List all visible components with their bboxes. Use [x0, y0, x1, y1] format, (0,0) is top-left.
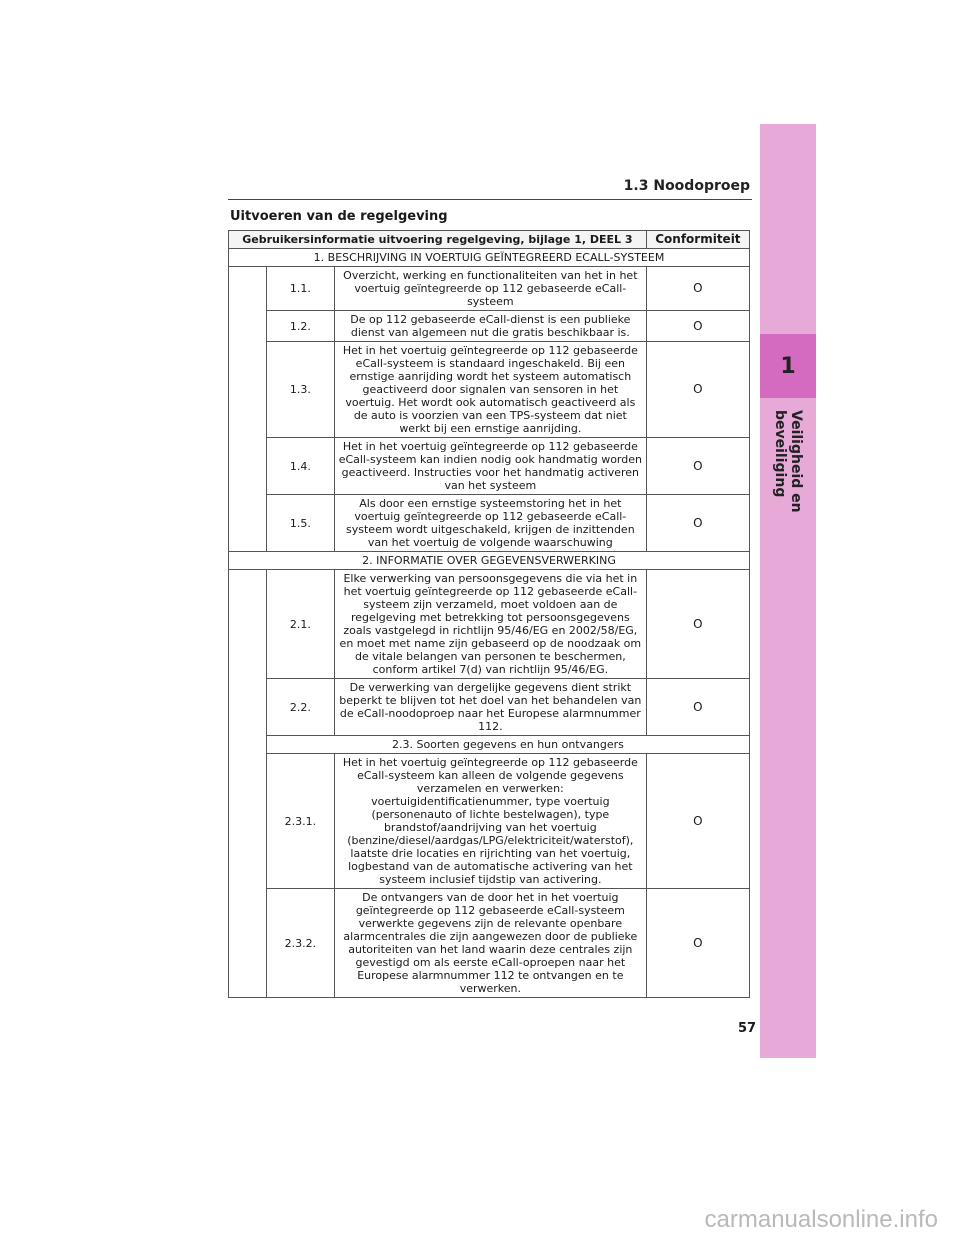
table-row — [229, 754, 750, 889]
row-number: 2.1. — [266, 570, 334, 679]
group-title-row — [229, 552, 750, 570]
group-title-row — [229, 249, 750, 267]
table-row — [229, 438, 750, 495]
row-number: 1.4. — [266, 438, 334, 495]
row-text: De verwerking van dergelijke gegevens dient strikt beperkt te blijven tot het doel van het behandelen van de eCall-noodoproep naar het Europese alarmnummer 112. — [334, 679, 646, 736]
row-number: 1.2. — [266, 311, 334, 342]
group-title: 1. BESCHRIJVING IN VOERTUIG GEÏNTEGREERD ECALL-SYSTEEM — [229, 249, 750, 267]
page-number: 57 — [738, 1021, 757, 1036]
row-conformity: O — [646, 679, 749, 736]
group-title: 2. INFORMATIE OVER GEGEVENSVERWERKING — [229, 552, 750, 570]
row-text: Overzicht, werking en functionaliteiten van het in het voertuig geïntegreerde op 112 gebaseerde eCall-systeem — [334, 267, 646, 311]
row-number: 2.3.2. — [266, 889, 334, 998]
table-row — [229, 495, 750, 552]
row-number: 2.3.1. — [266, 754, 334, 889]
row-number: 1.5. — [266, 495, 334, 552]
table-row — [229, 311, 750, 342]
table-row — [229, 267, 750, 311]
subgroup-title-row — [229, 736, 750, 754]
row-conformity: O — [646, 311, 749, 342]
running-header: 1.3 Noodoproep — [623, 178, 750, 194]
row-text: Elke verwerking van persoonsgegevens die via het in het voertuig geïntegreerde op 112 gebaseerde eCall-systeem zijn verzameld, moet voldoen aan de regelgeving met betrekking tot persoonsgegevens zoals vastgelegd in richtlijn 95/46/EG en 2002/58/EG, en moet met name zijn gebaseerd op de noodzaak om de vitale belangen van personen te beschermen, conform artikel 7(d) van richtlijn 95/46/EG. — [334, 570, 646, 679]
table-row — [229, 679, 750, 736]
watermark: carmanualsonline.info — [704, 1206, 938, 1233]
row-number: 2.2. — [266, 679, 334, 736]
row-conformity: O — [646, 438, 749, 495]
row-number: 1.1. — [266, 267, 334, 311]
section-title: Uitvoeren van de regelgeving — [230, 209, 448, 224]
indent-cell — [229, 267, 267, 552]
table-row — [229, 889, 750, 998]
row-conformity: O — [646, 754, 749, 889]
chapter-side-tab — [760, 124, 816, 1058]
row-conformity: O — [646, 342, 749, 438]
chapter-number-badge: 1 — [760, 334, 816, 398]
regulation-table — [228, 230, 750, 998]
row-conformity: O — [646, 570, 749, 679]
table-header-info: Gebruikersinformatie uitvoering regelgeving, bijlage 1, DEEL 3 — [229, 231, 647, 249]
chapter-label: Veiligheid en beveiliging — [772, 410, 804, 513]
row-number: 1.3. — [266, 342, 334, 438]
row-text: Als door een ernstige systeemstoring het in het voertuig geïntegreerde op 112 gebaseerde eCall-systeem wordt uitgeschakeld, krijgen de inzittenden van het voertuig de volgende waarschuwing — [334, 495, 646, 552]
row-text: Het in het voertuig geïntegreerde op 112 gebaseerde eCall-systeem kan alleen de volgende gegevens verzamelen en verwerken: voertuigidentificatienummer, type voertuig (personenauto of lichte bestelwagen), type brandstof/aandrijving van het voertuig (benzine/diesel/aardgas/LPG/elektriciteit/waterstof), laatste drie locaties en rijrichting van het voertuig, logbestand van de automatische activering van het systeem inclusief tijdstip van activering. — [334, 754, 646, 889]
subgroup-title: 2.3. Soorten gegevens en hun ontvangers — [266, 736, 749, 754]
row-conformity: O — [646, 495, 749, 552]
row-text: Het in het voertuig geïntegreerde op 112 gebaseerde eCall-systeem kan indien nodig ook handmatig worden geactiveerd. Instructies voor het handmatig activeren van het systeem — [334, 438, 646, 495]
table-row — [229, 342, 750, 438]
row-text: Het in het voertuig geïntegreerde op 112 gebaseerde eCall-systeem is standaard ingeschakeld. Bij een ernstige aanrijding wordt het systeem automatisch geactiveerd door signalen van sensoren in het voertuig. Het wordt ook automatisch geactiveerd als de auto is voorzien van een TPS-systeem dat niet werkt bij een ernstige aanrijding. — [334, 342, 646, 438]
header-divider — [228, 199, 752, 200]
table-header-row — [229, 231, 750, 249]
row-text: De op 112 gebaseerde eCall-dienst is een publieke dienst van algemeen nut die gratis beschikbaar is. — [334, 311, 646, 342]
indent-cell — [229, 570, 267, 998]
table-row — [229, 570, 750, 679]
table-header-conformity: Conformiteit — [646, 231, 749, 249]
row-conformity: O — [646, 889, 749, 998]
row-conformity: O — [646, 267, 749, 311]
row-text: De ontvangers van de door het in het voertuig geïntegreerde op 112 gebaseerde eCall-systeem verwerkte gegevens zijn de relevante openbare alarmcentrales die zijn aangewezen door de publieke autoriteiten van het land waarin deze centrales zijn gevestigd om als eerste eCall-oproepen naar het Europese alarmnummer 112 te ontvangen en te verwerken. — [334, 889, 646, 998]
